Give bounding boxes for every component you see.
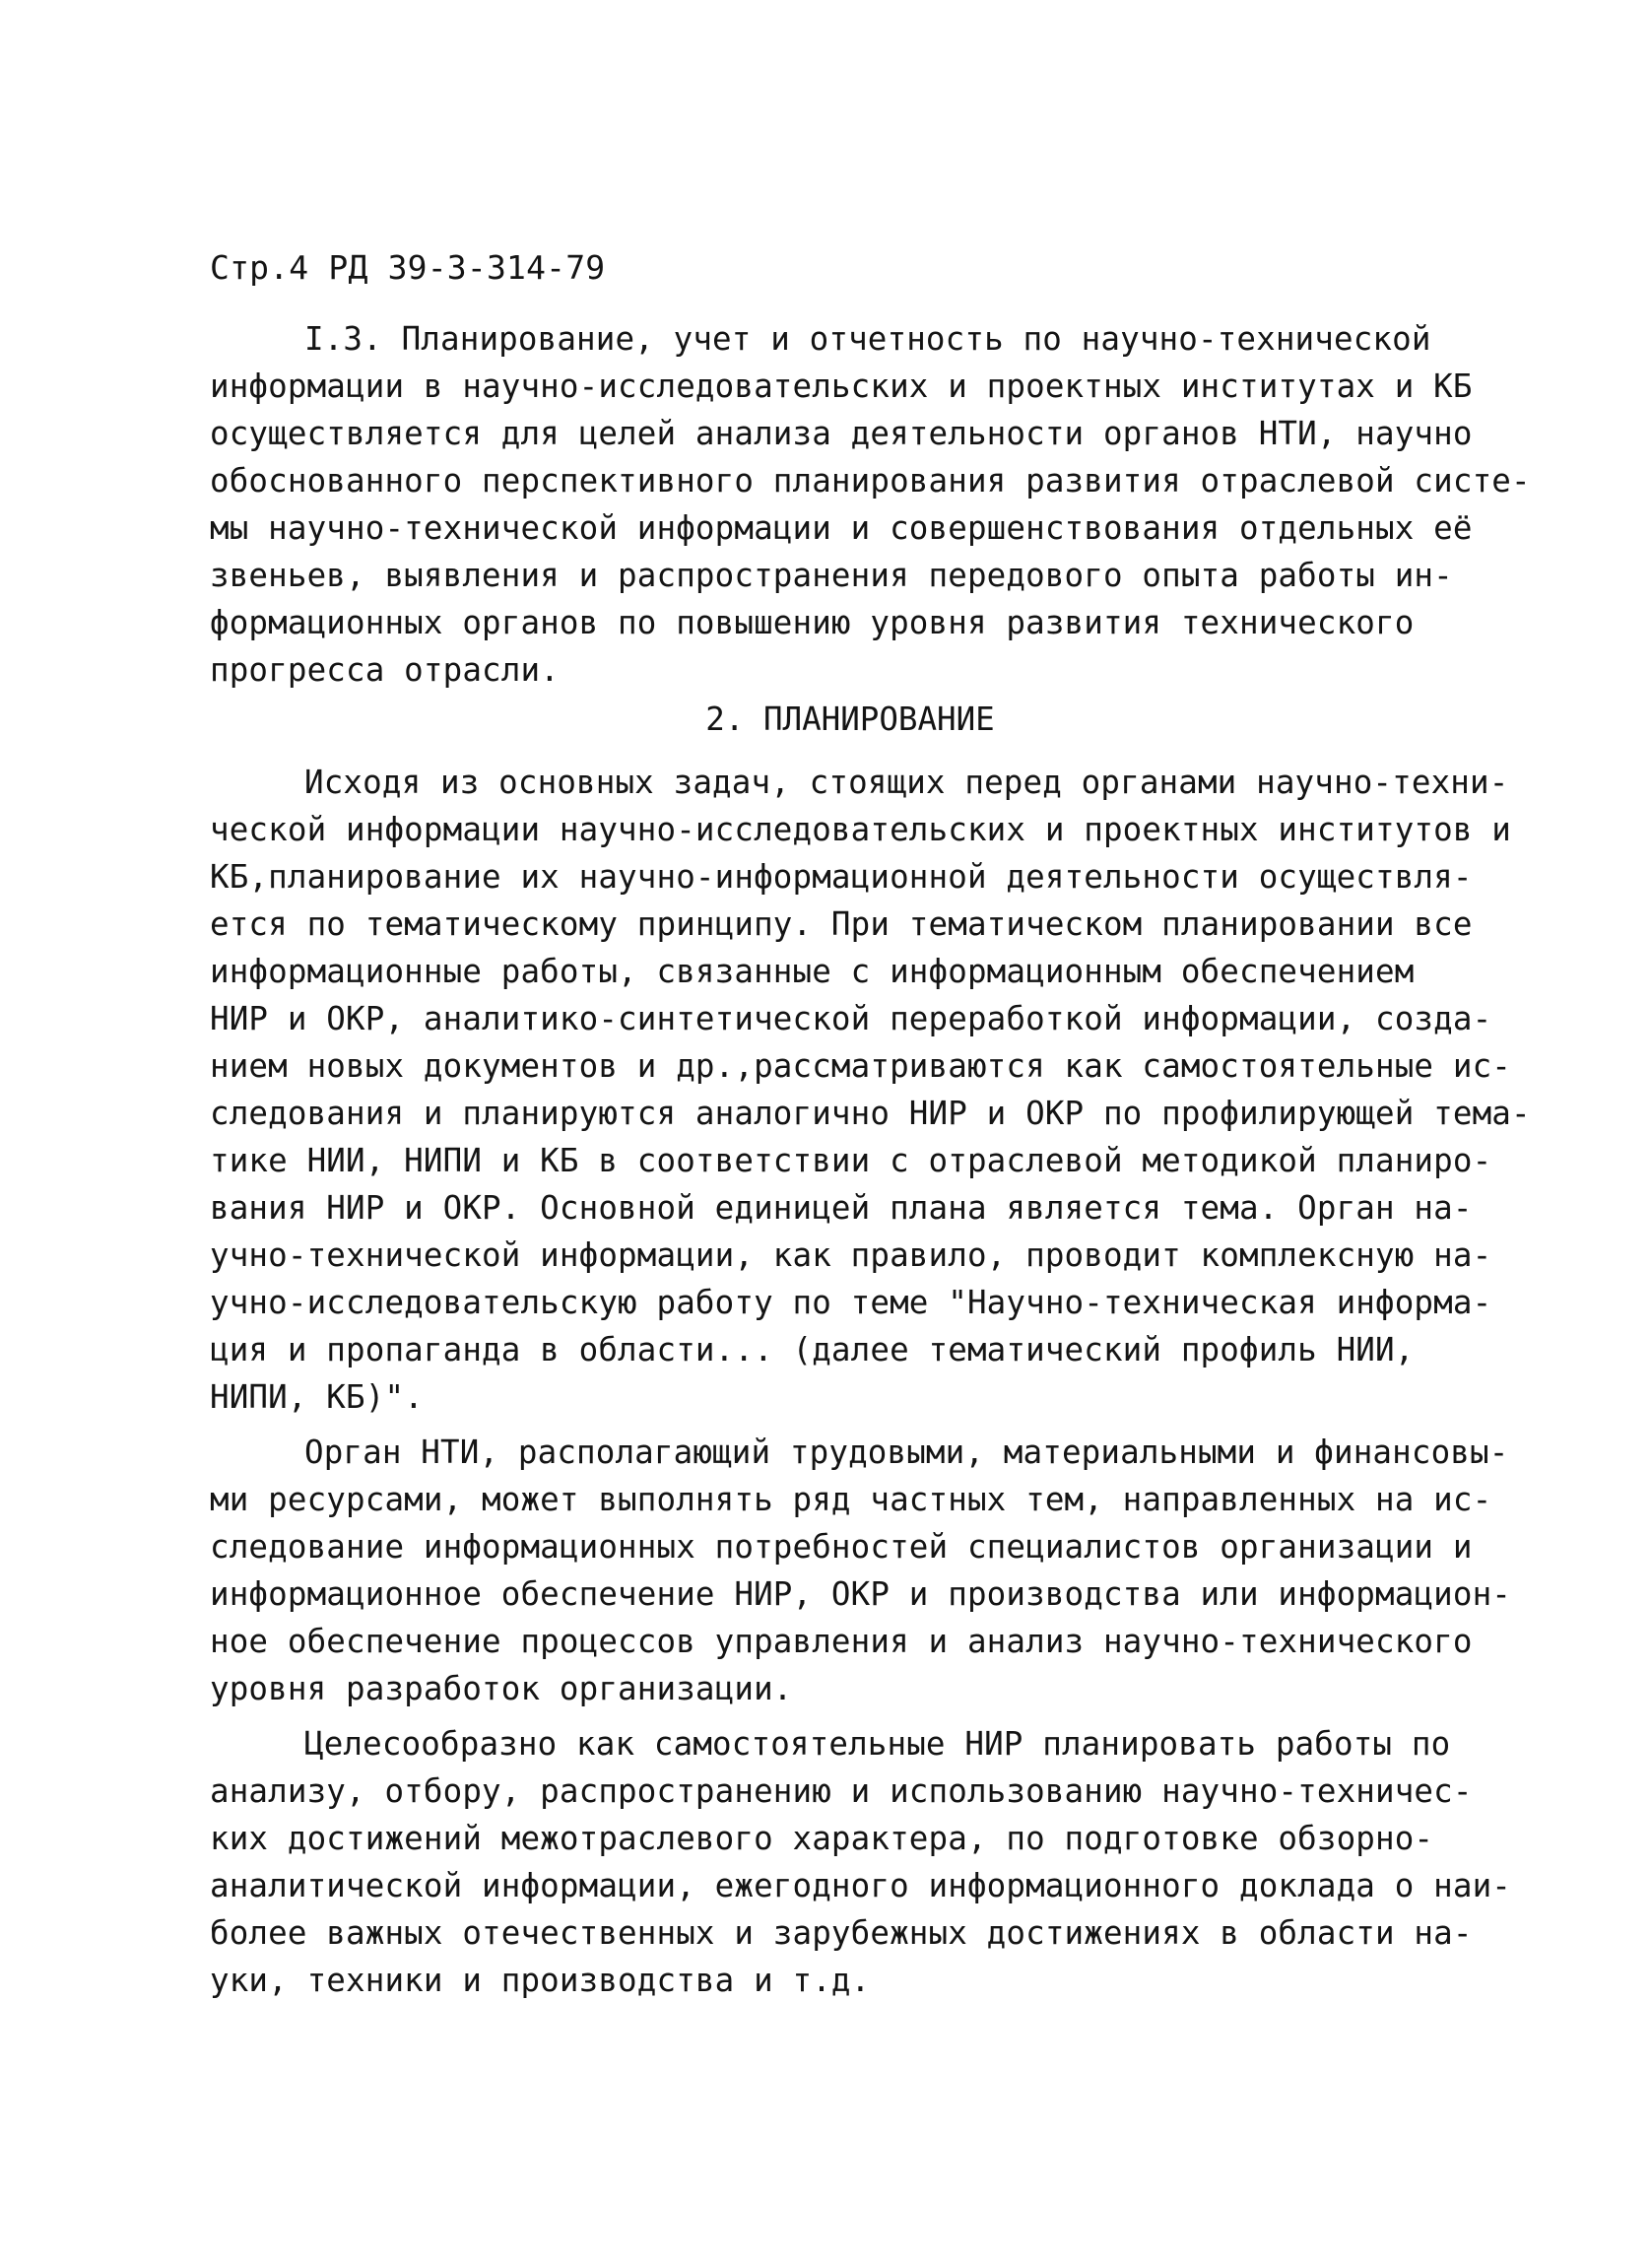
paragraph-2-line: нием новых документов и др.,рассматриваются как самостоятельные ис- [210,1047,1512,1085]
paragraph-4-line: Целесообразно как самостоятельные НИР планировать работы по [304,1725,1451,1763]
paragraph-2-line: вания НИР и ОКР. Основной единицей плана является тема. Орган на- [210,1189,1473,1227]
paragraph-2-line: ция и пропаганда в области... (далее тематический профиль НИИ, [210,1331,1415,1368]
paragraph-4-line: более важных отечественных и зарубежных достижениях в области на- [210,1914,1473,1952]
paragraph-3-line: ное обеспечение процессов управления и анализ научно-технического [210,1623,1473,1660]
paragraph-3-line: уровня разработок организации. [210,1670,793,1707]
paragraph-2-line: следования и планируются аналогично НИР и ОКР по профилирующей тема- [210,1095,1531,1132]
paragraph-1-line: прогресса отрасли. [210,651,560,689]
paragraph-2-line: Исходя из основных задач, стоящих перед органами научно-техни- [304,764,1509,801]
section-heading: 2. ПЛАНИРОВАНИЕ [705,700,995,738]
paragraph-3-line: ми ресурсами, может выполнять ряд частных тем, направленных на ис- [210,1481,1492,1518]
paragraph-4-line: анализу, отбору, распространению и использованию научно-техничес- [210,1772,1473,1810]
paragraph-2-line: КБ,планирование их научно-информационной деятельности осуществля- [210,858,1473,896]
paragraph-1-line: мы научно-технической информации и совершенствования отдельных её [210,509,1473,547]
paragraph-2-line: учно-исследовательскую работу по теме "Научно-техническая информа- [210,1284,1492,1321]
paragraph-2-line: тике НИИ, НИПИ и КБ в соответствии с отраслевой методикой планиро- [210,1142,1492,1179]
paragraph-2-line: НИР и ОКР, аналитико-синтетической переработкой информации, созда- [210,1000,1492,1037]
paragraph-1-line: I.3. Планирование, учет и отчетность по научно-технической [304,320,1431,358]
paragraph-1-line: формационных органов по повышению уровня развития технического [210,604,1415,641]
paragraph-3-line: Орган НТИ, располагающий трудовыми, материальными и финансовы- [304,1434,1509,1471]
paragraph-1-line: осуществляется для целей анализа деятельности органов НТИ, научно [210,415,1473,452]
paragraph-4-line: ких достижений межотраслевого характера, по подготовке обзорно- [210,1820,1434,1857]
paragraph-1-line: обоснованного перспективного планирования развития отраслевой систе- [210,462,1531,500]
paragraph-4-line: аналитической информации, ежегодного информационного доклада о наи- [210,1867,1512,1904]
paragraph-2-line: информационные работы, связанные с информационным обеспечением [210,953,1415,990]
page-header: Стр.4 РД 39-3-314-79 [210,248,606,287]
paragraph-1-line: звеньев, выявления и распространения передового опыта работы ин- [210,557,1453,594]
paragraph-1-line: информации в научно-исследовательских и проектных институтах и КБ [210,367,1473,405]
paragraph-2-line: учно-технической информации, как правило, проводит комплексную на- [210,1236,1492,1274]
paragraph-3-line: следование информационных потребностей специалистов организации и [210,1528,1473,1566]
paragraph-2-line: НИПИ, КБ)". [210,1378,424,1416]
paragraph-2-line: ется по тематическому принципу. При тематическом планировании все [210,905,1473,943]
paragraph-4-line: уки, техники и производства и т.д. [210,1962,871,1999]
paragraph-2-line: ческой информации научно-исследовательских и проектных институтов и [210,811,1512,848]
paragraph-3-line: информационное обеспечение НИР, ОКР и производства или информацион- [210,1575,1512,1613]
